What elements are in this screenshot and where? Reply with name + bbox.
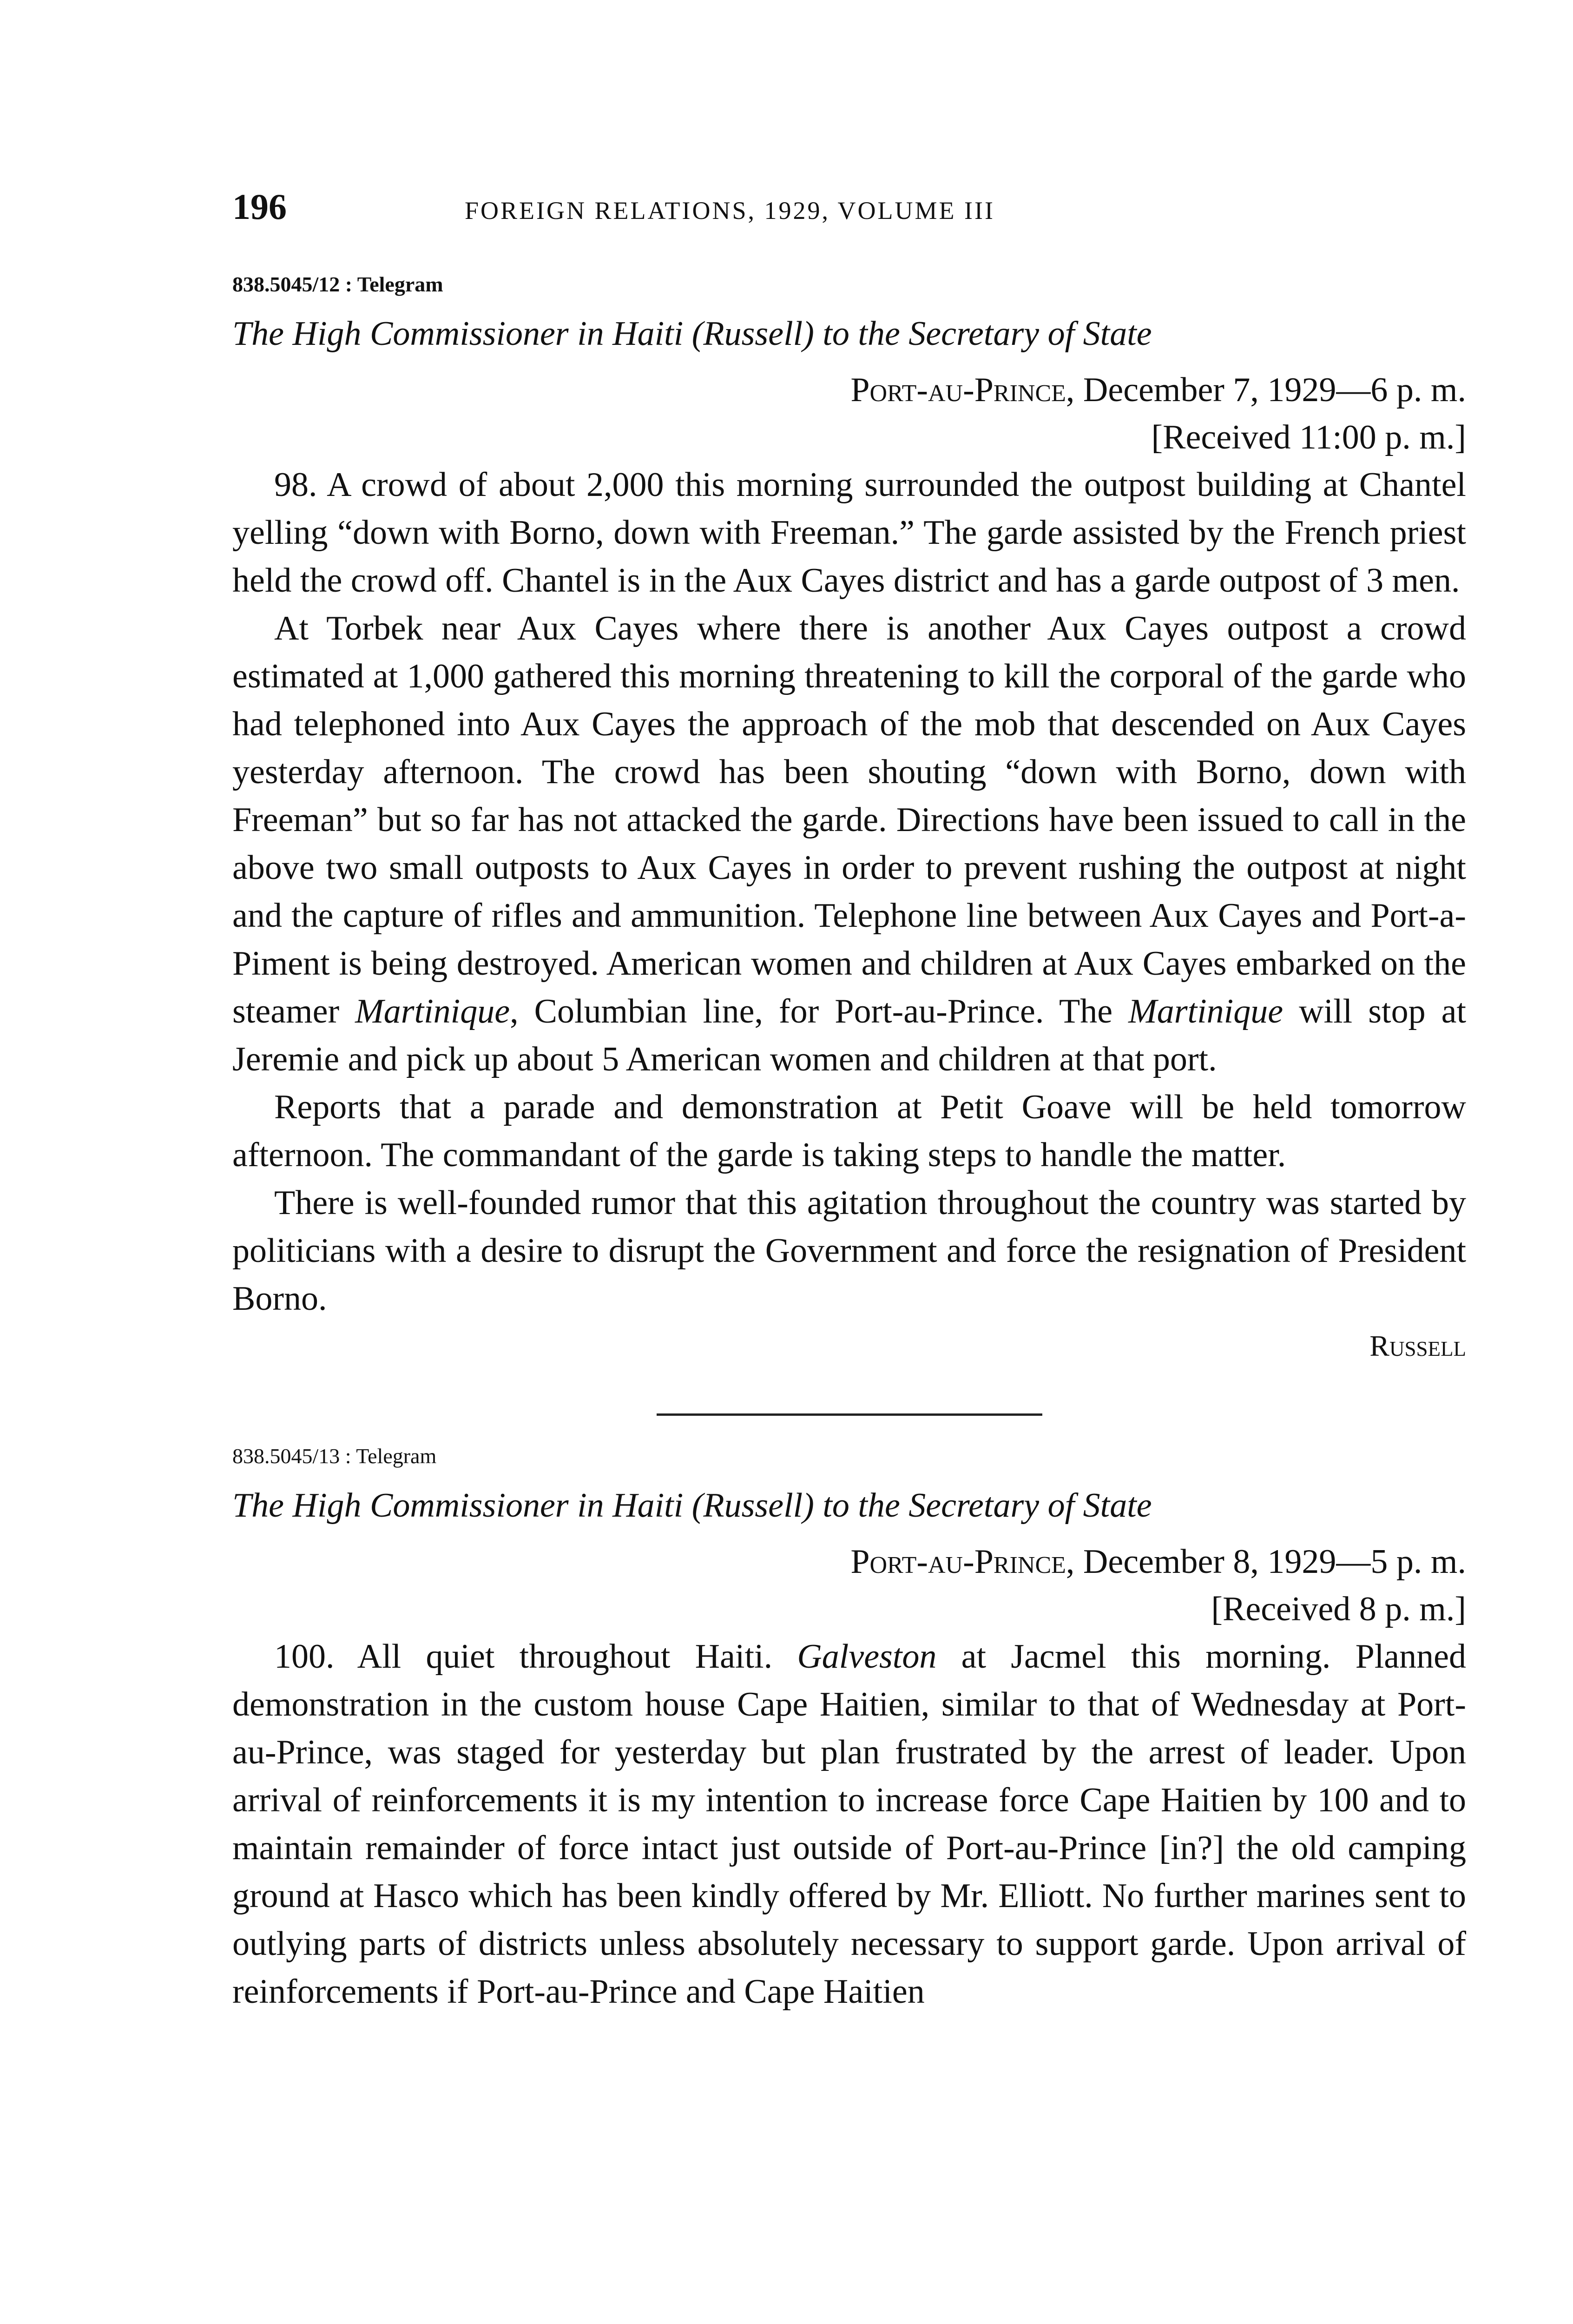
heading-prefix: The High Commissioner in Haiti ( (232, 315, 704, 353)
dateline-place-date (232, 1538, 1466, 1585)
text-run: 98. A crowd of about 2,000 this morning surrounded the outpost building at Chantel yelling “down with Borno, down with Freeman.” The garde assisted by the French priest held the crowd off. Chantel is in the Aux Cayes district and has a garde outpost of 3 men. (232, 466, 1466, 600)
signature: Russell (1369, 1329, 1466, 1362)
document-heading (232, 310, 1466, 357)
file-reference: 838.5045/12 : Telegram (232, 272, 443, 296)
telegram-838-5045-13 (232, 1444, 1466, 2016)
italic-text-run: Martinique (1128, 992, 1283, 1030)
dateline (232, 366, 1466, 461)
text-run: There is well-founded rumor that this agitation throughout the country was started by politicians with a desire to disrupt the Government and force the resignation of President Borno. (232, 1184, 1466, 1318)
heading-suffix: ) to the Secretary of State (803, 1486, 1152, 1525)
body-paragraph (232, 605, 1466, 1083)
telegram-body (232, 1633, 1466, 2016)
document-heading (232, 1482, 1466, 1529)
text-run: , Columbian line, for Port-au-Prince. The (510, 992, 1129, 1030)
italic-text-run: Martinique (355, 992, 510, 1030)
dateline-place: Port-au-Prince, (850, 1543, 1075, 1581)
dateline-date: December 8, 1929—5 p. m. (1074, 1543, 1466, 1581)
text-run: Reports that a parade and demonstration at Petit Goave will be held tomorrow afternoon. The commandant of the garde is taking steps to handle the matter. (232, 1088, 1466, 1174)
dateline-place: Port-au-Prince, (850, 371, 1075, 409)
heading-name: Russell (703, 1486, 803, 1525)
body-paragraph (232, 1633, 1466, 2016)
heading-prefix: The High Commissioner in Haiti ( (232, 1486, 704, 1525)
heading-suffix: ) to the Secretary of State (803, 315, 1152, 353)
text-run: at Jacmel this morning. Planned demonstration in the custom house Cape Haitien, similar to that of Wednesday at Port-au-Prince, was staged for yesterday but plan frustrated by the arrest of leader. Upon arrival of reinforcements it is my intention to increase force Cape Haitien by 100 and to maintain remainder of force intact just outside of Port-au-Prince [in?] the old camping ground at Hasco which has been kindly offered by Mr. Elliott. No further marines sent to outlying parts of districts unless absolutely necessary to support garde. Upon arrival of reinforcements if Port-au-Prince and Cape Haitien (232, 1637, 1466, 2011)
running-head (232, 186, 1466, 237)
dateline (232, 1538, 1466, 1633)
text-run: will stop at Jeremie and pick up about 5 American women and children at that port. (232, 992, 1467, 1078)
running-title: FOREIGN RELATIONS, 1929, VOLUME III (465, 197, 995, 224)
text-run: At Torbek near Aux Cayes where there is another Aux Cayes outpost a crowd estimated at 1,000 gathered this morning threatening to kill the corporal of the garde who had telephoned into Aux Cayes the approach of the mob that descended on Aux Cayes yesterday afternoon. The crowd has been shouting “down with Borno, down with Freeman” but so far has not attacked the garde. Directions have been issued to call in the above two small outposts to Aux Cayes in order to prevent rushing the outpost at night and the capture of rifles and ammunition. Telephone line between Aux Cayes and Port-a-Piment is being destroyed. American women and children at Aux Cayes embarked on the steamer (232, 609, 1466, 1030)
body-paragraph (232, 1179, 1466, 1323)
received-note: [Received 8 p. m.] (1211, 1590, 1466, 1628)
heading-name: Russell (703, 315, 803, 353)
page-number: 196 (232, 186, 287, 227)
received-note: [Received 11:00 p. m.] (1151, 418, 1466, 456)
file-reference: 838.5045/13 : Telegram (232, 1444, 437, 1468)
telegram-body (232, 461, 1466, 1323)
telegram-838-5045-12 (232, 272, 1466, 1369)
section-divider (657, 1413, 1042, 1416)
body-paragraph (232, 461, 1466, 605)
body-paragraph (232, 1083, 1466, 1179)
text-run: 100. All quiet throughout Haiti. (274, 1637, 797, 1676)
dateline-date: December 7, 1929—6 p. m. (1074, 371, 1466, 409)
page-content (232, 186, 1466, 2016)
dateline-place-date (232, 366, 1466, 414)
italic-text-run: Galveston (797, 1637, 937, 1676)
